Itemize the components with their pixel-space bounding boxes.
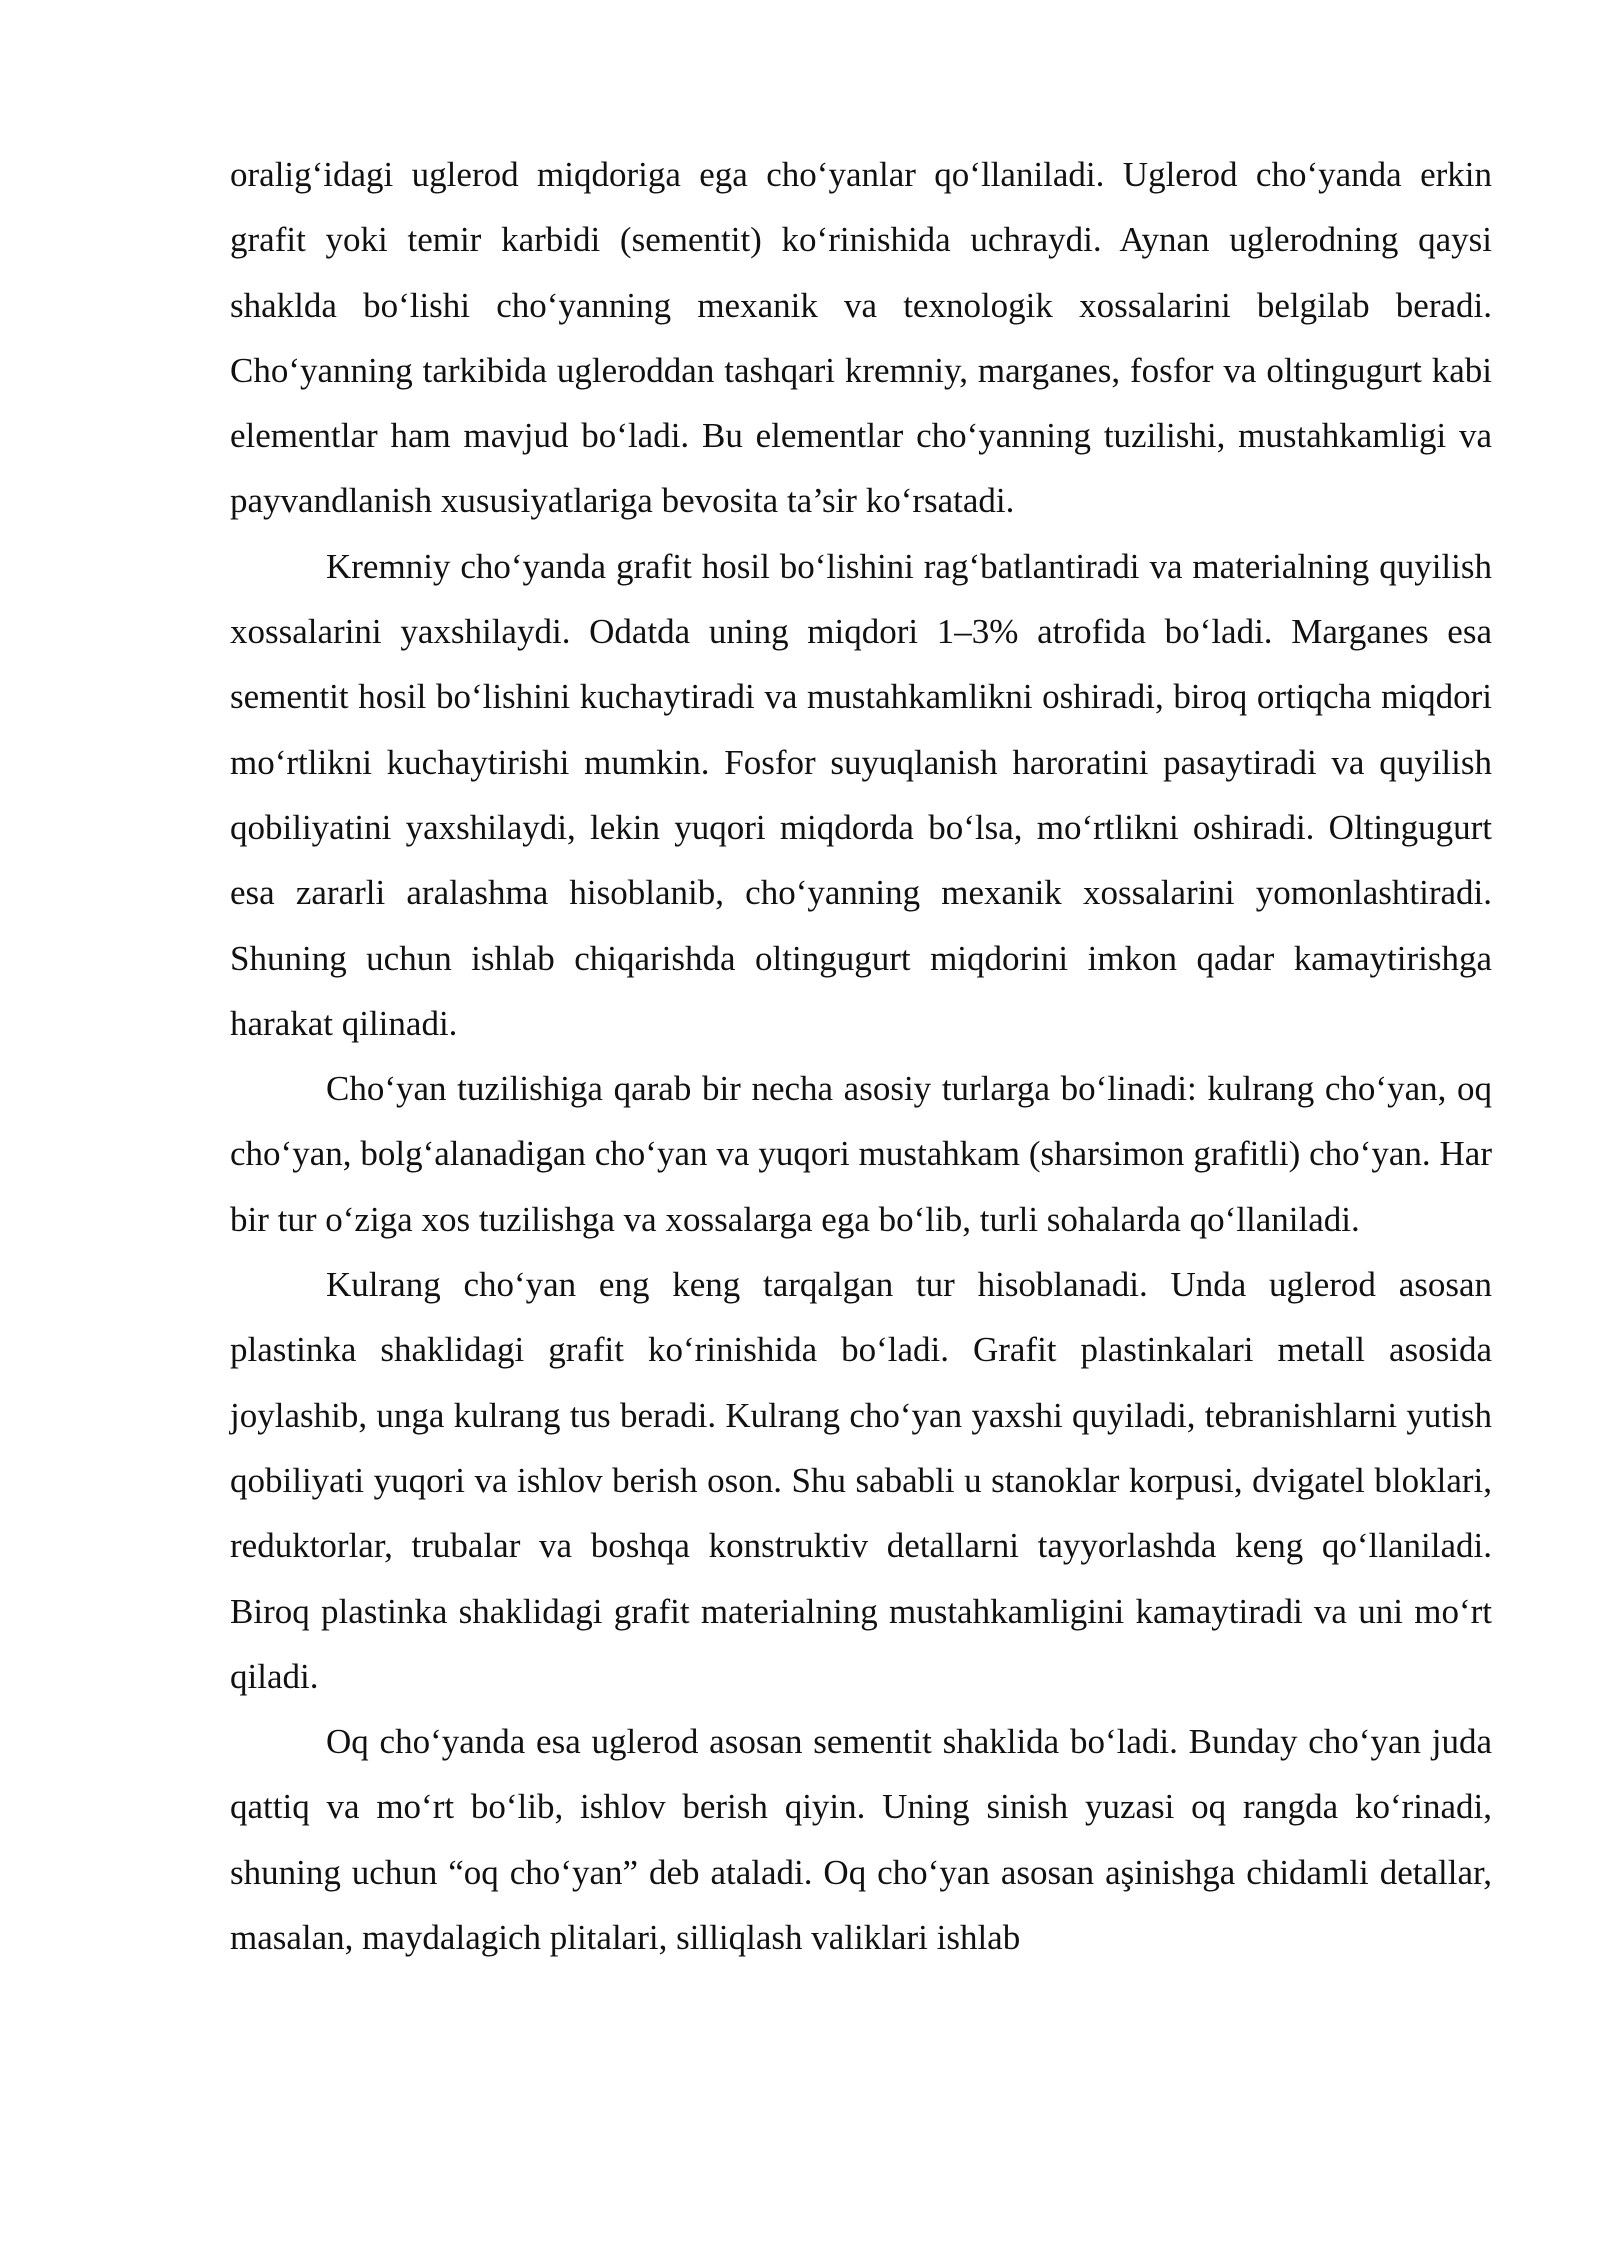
paragraph-3: Cho‘yan tuzilishiga qarab bir necha asosiy turlarga bo‘linadi: kulrang cho‘yan, oq cho‘yan, bolg‘alanadigan cho‘yan va yuqori mustahkam (sharsimon grafitli) cho‘yan. Har bir tur o‘ziga xos tuzilishga va xossalarga ega bo‘lib, turli sohalarda qo‘llaniladi. [230, 1069, 1492, 1239]
paragraph-1: oralig‘idagi uglerod miqdoriga ega cho‘yanlar qo‘llaniladi. Uglerod cho‘yanda erkin grafit yoki temir karbidi (sementit) ko‘rinishida uchraydi. Aynan uglerodning qaysi shaklda bo‘lishi cho‘yanning mexanik va texnologik xossalarini belgilab beradi. Cho‘yanning tarkibida ugleroddan tashqari kremniy, marganes, fosfor va oltingugurt kabi elementlar ham mavjud bo‘ladi. Bu elementlar cho‘yanning tuzilishi, mustahkamligi va payvandlanish xususiyatlariga bevosita ta’sir ko‘rsatadi. [230, 155, 1492, 521]
paragraph-4: Kulrang cho‘yan eng keng tarqalgan tur hisoblanadi. Unda uglerod asosan plastinka shaklidagi grafit ko‘rinishida bo‘ladi. Grafit plastinkalari metall asosida joylashib, unga kulrang tus beradi. Kulrang cho‘yan yaxshi quyiladi, tebranishlarni yutish qobiliyati yuqori va ishlov berish oson. Shu sababli u stanoklar korpusi, dvigatel bloklari, reduktorlar, trubalar va boshqa konstruktiv detallarni tayyorlashda keng qo‘llaniladi. Biroq plastinka shaklidagi grafit materialning mustahkamligini kamaytiradi va uni mo‘rt qiladi. [230, 1265, 1492, 1696]
paragraph-5: Oq cho‘yanda esa uglerod asosan sementit shaklida bo‘ladi. Bunday cho‘yan juda qattiq va mo‘rt bo‘lib, ishlov berish qiyin. Uning sinish yuzasi oq rangda ko‘rinadi, shuning uchun “oq cho‘yan” deb ataladi. Oq cho‘yan asosan aşinishga chidamli detallar, masalan, maydalagich plitalari, silliqlash valiklari ishlab [230, 1722, 1492, 1958]
paragraph-2: Kremniy cho‘yanda grafit hosil bo‘lishini rag‘batlantiradi va materialning quyilish xossalarini yaxshilaydi. Odatda uning miqdori 1–3% atrofida bo‘ladi. Marganes esa sementit hosil bo‘lishini kuchaytiradi va mustahkamlikni oshiradi, biroq ortiqcha miqdori mo‘rtlikni kuchaytirishi mumkin. Fosfor suyuqlanish haroratini pasaytiradi va quyilish qobiliyatini yaxshilaydi, lekin yuqori miqdorda bo‘lsa, mo‘rtlikni oshiradi. Oltingugurt esa zararli aralashma hisoblanib, cho‘yanning mexanik xossalarini yomonlashtiradi. Shuning uchun ishlab chiqarishda oltingugurt miqdorini imkon qadar kamaytirishga harakat qilinadi. [230, 546, 1492, 1043]
document-body [230, 142, 1492, 1970]
